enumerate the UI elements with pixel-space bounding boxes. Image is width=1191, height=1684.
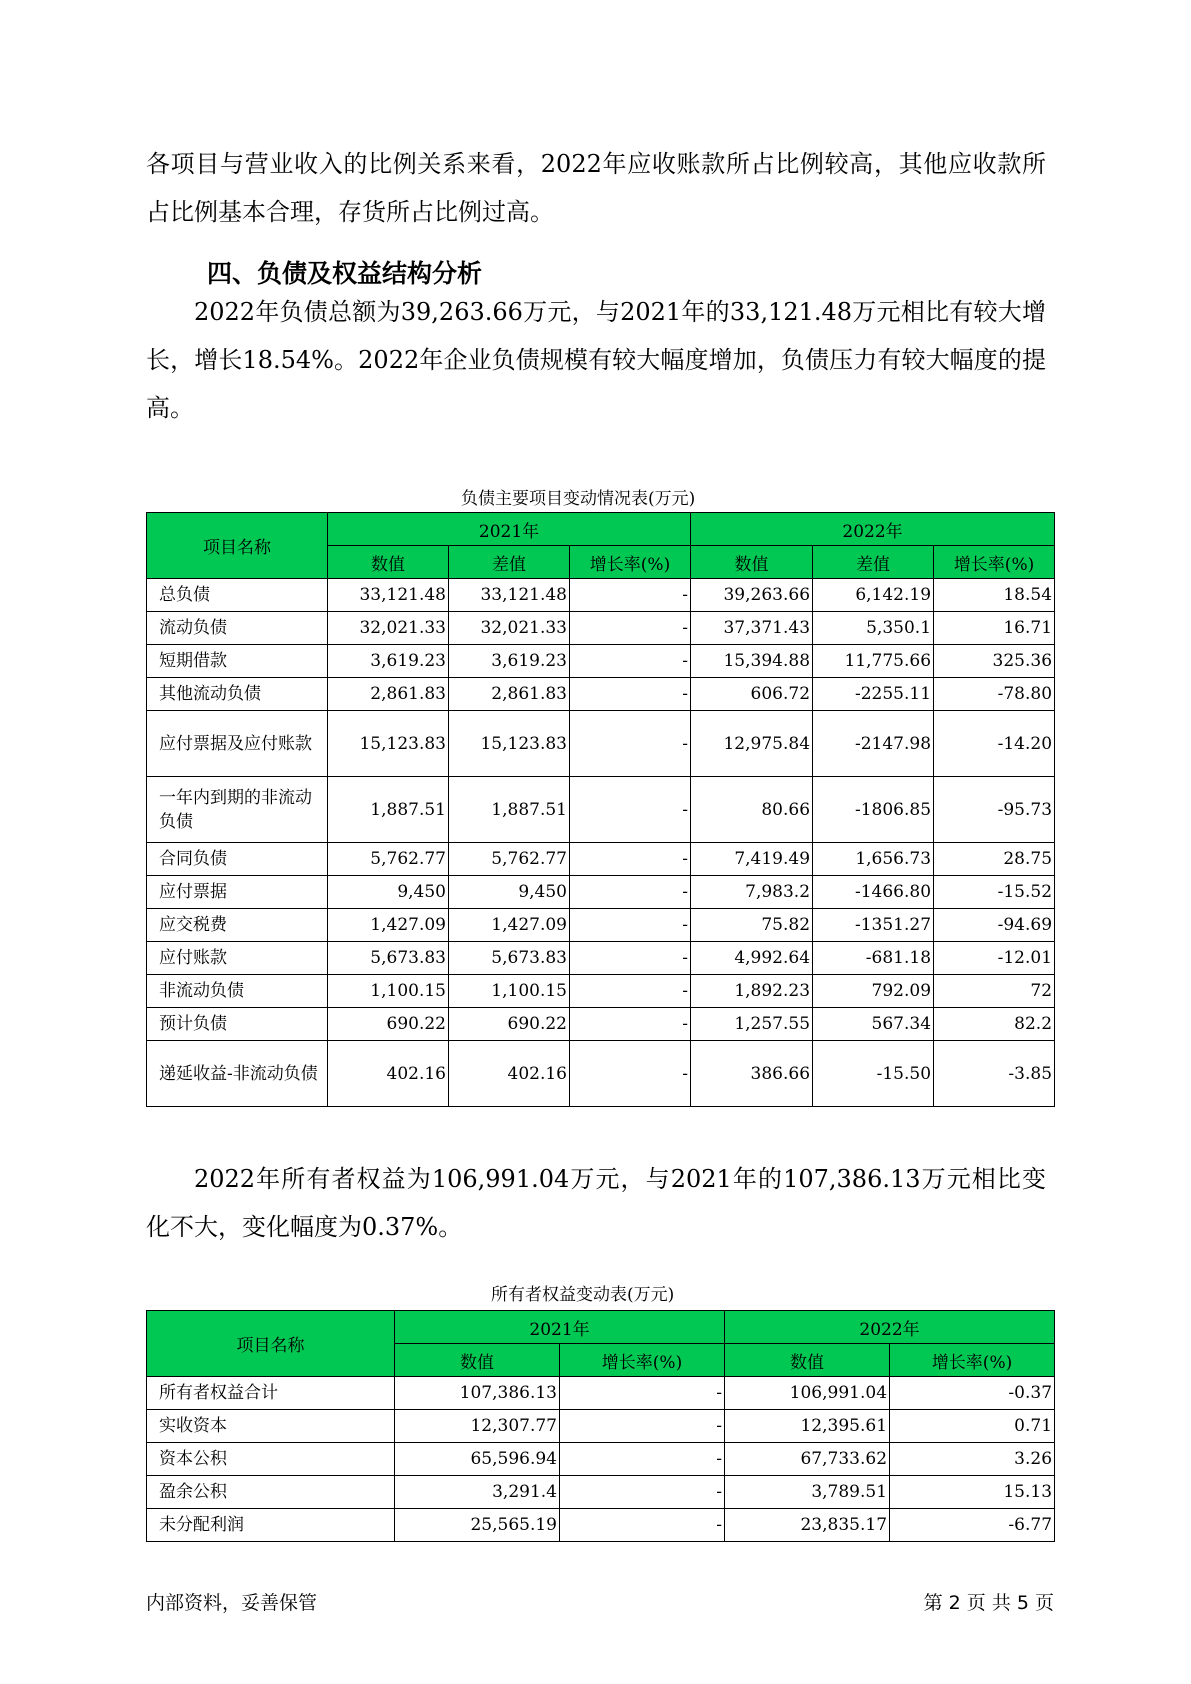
row-label: 应付票据及应付账款 — [147, 711, 328, 777]
table-row — [147, 1443, 1055, 1476]
liability-table-caption: 负债主要项目变动情况表(万元) — [461, 489, 696, 509]
row-label: 一年内到期的非流动负债 — [147, 777, 328, 843]
row-cell: 16.71 — [934, 612, 1055, 645]
row-cell: - — [560, 1410, 725, 1443]
table-row — [147, 612, 1055, 645]
header-diff: 差值 — [813, 546, 934, 579]
row-cell: 23,835.17 — [725, 1509, 890, 1542]
row-cell: 402.16 — [328, 1041, 449, 1107]
header-value: 数值 — [691, 546, 813, 579]
row-cell: 33,121.48 — [328, 579, 449, 612]
row-cell: 1,887.51 — [449, 777, 570, 843]
row-label: 其他流动负债 — [147, 678, 328, 711]
row-cell: - — [570, 645, 691, 678]
row-cell: - — [560, 1377, 725, 1410]
row-cell: 386.66 — [691, 1041, 813, 1107]
row-cell: 75.82 — [691, 909, 813, 942]
row-label: 所有者权益合计 — [147, 1377, 395, 1410]
row-cell: - — [570, 777, 691, 843]
row-cell: 33,121.48 — [449, 579, 570, 612]
row-cell: 12,975.84 — [691, 711, 813, 777]
row-cell: -0.37 — [890, 1377, 1055, 1410]
row-label: 资本公积 — [147, 1443, 395, 1476]
row-label: 预计负债 — [147, 1008, 328, 1041]
row-cell: 690.22 — [449, 1008, 570, 1041]
row-cell: 1,100.15 — [328, 975, 449, 1008]
row-label: 盈余公积 — [147, 1476, 395, 1509]
row-cell: - — [570, 909, 691, 942]
table-row — [147, 1476, 1055, 1509]
row-cell: 690.22 — [328, 1008, 449, 1041]
row-cell: 792.09 — [813, 975, 934, 1008]
footer-confidential: 内部资料，妥善保管 — [146, 1592, 318, 1614]
table-row — [147, 678, 1055, 711]
row-label: 短期借款 — [147, 645, 328, 678]
row-cell: 567.34 — [813, 1008, 934, 1041]
row-cell: 12,307.77 — [395, 1410, 560, 1443]
row-cell: 5,350.1 — [813, 612, 934, 645]
header-item-name: 项目名称 — [147, 513, 328, 579]
row-cell: 3,789.51 — [725, 1476, 890, 1509]
row-cell: 32,021.33 — [328, 612, 449, 645]
row-cell: 3.26 — [890, 1443, 1055, 1476]
row-label: 流动负债 — [147, 612, 328, 645]
row-cell: 5,762.77 — [449, 843, 570, 876]
row-cell: - — [570, 942, 691, 975]
row-cell: 4,992.64 — [691, 942, 813, 975]
row-cell: - — [560, 1476, 725, 1509]
intro-paragraph: 各项目与营业收入的比例关系来看，2022年应收账款所占比例较高，其他应收款所占比例基本合理，存货所占比例过高。 — [146, 150, 1046, 226]
row-cell: 15,123.83 — [328, 711, 449, 777]
row-cell: 72 — [934, 975, 1055, 1008]
row-cell: - — [560, 1509, 725, 1542]
row-cell: 0.71 — [890, 1410, 1055, 1443]
section-heading: 四、负债及权益结构分析 — [207, 259, 483, 288]
equity-table-caption: 所有者权益变动表(万元) — [491, 1285, 675, 1305]
footer-page-number: 第 2 页 共 5 页 — [923, 1592, 1054, 1614]
header-year-2022: 2022年 — [691, 513, 1055, 546]
row-cell: 67,733.62 — [725, 1443, 890, 1476]
table-row — [147, 843, 1055, 876]
row-cell: 2,861.83 — [449, 678, 570, 711]
table-row — [147, 777, 1055, 843]
row-label: 应付账款 — [147, 942, 328, 975]
row-cell: 32,021.33 — [449, 612, 570, 645]
row-cell: 82.2 — [934, 1008, 1055, 1041]
header-diff: 差值 — [449, 546, 570, 579]
row-cell: 65,596.94 — [395, 1443, 560, 1476]
row-cell: -2147.98 — [813, 711, 934, 777]
row-cell: 6,142.19 — [813, 579, 934, 612]
row-label: 实收资本 — [147, 1410, 395, 1443]
row-label: 合同负债 — [147, 843, 328, 876]
row-cell: -78.80 — [934, 678, 1055, 711]
row-cell: 1,892.23 — [691, 975, 813, 1008]
row-cell: 18.54 — [934, 579, 1055, 612]
row-cell: -15.50 — [813, 1041, 934, 1107]
equity-paragraph: 2022年所有者权益为106,991.04万元，与2021年的107,386.13万元相比变化不大，变化幅度为0.37%。 — [146, 1165, 1046, 1241]
row-cell: -95.73 — [934, 777, 1055, 843]
row-cell: -1466.80 — [813, 876, 934, 909]
row-cell: 606.72 — [691, 678, 813, 711]
row-cell: 1,100.15 — [449, 975, 570, 1008]
row-cell: 1,257.55 — [691, 1008, 813, 1041]
row-label: 未分配利润 — [147, 1509, 395, 1542]
row-cell: - — [570, 678, 691, 711]
row-cell: - — [570, 612, 691, 645]
row-cell: - — [570, 711, 691, 777]
header-value: 数值 — [395, 1344, 560, 1377]
row-cell: 5,673.83 — [328, 942, 449, 975]
row-cell: 3,291.4 — [395, 1476, 560, 1509]
row-cell: - — [570, 876, 691, 909]
row-cell: -2255.11 — [813, 678, 934, 711]
row-cell: 107,386.13 — [395, 1377, 560, 1410]
row-cell: -681.18 — [813, 942, 934, 975]
row-cell: 7,983.2 — [691, 876, 813, 909]
row-cell: - — [560, 1443, 725, 1476]
row-label: 应付票据 — [147, 876, 328, 909]
header-value: 数值 — [725, 1344, 890, 1377]
row-cell: -1806.85 — [813, 777, 934, 843]
table-row — [147, 909, 1055, 942]
row-cell: 1,427.09 — [328, 909, 449, 942]
row-cell: 1,427.09 — [449, 909, 570, 942]
table-row — [147, 876, 1055, 909]
row-cell: 11,775.66 — [813, 645, 934, 678]
row-cell: -94.69 — [934, 909, 1055, 942]
row-cell: 80.66 — [691, 777, 813, 843]
row-cell: 3,619.23 — [328, 645, 449, 678]
table-row — [147, 711, 1055, 777]
table-row — [147, 579, 1055, 612]
row-cell: -14.20 — [934, 711, 1055, 777]
liability-table — [146, 512, 1055, 1107]
row-cell: 9,450 — [449, 876, 570, 909]
row-cell: - — [570, 1008, 691, 1041]
row-label: 非流动负债 — [147, 975, 328, 1008]
row-cell: - — [570, 975, 691, 1008]
row-label: 递延收益-非流动负债 — [147, 1041, 328, 1107]
row-cell: 402.16 — [449, 1041, 570, 1107]
header-item-name: 项目名称 — [147, 1311, 395, 1377]
row-cell: - — [570, 1041, 691, 1107]
header-growth: 增长率(%) — [890, 1344, 1055, 1377]
row-cell: -6.77 — [890, 1509, 1055, 1542]
table-row — [147, 645, 1055, 678]
header-growth: 增长率(%) — [560, 1344, 725, 1377]
row-cell: 325.36 — [934, 645, 1055, 678]
table-row — [147, 1509, 1055, 1542]
row-cell: -15.52 — [934, 876, 1055, 909]
row-cell: 5,762.77 — [328, 843, 449, 876]
row-cell: 15,123.83 — [449, 711, 570, 777]
table-row — [147, 975, 1055, 1008]
row-cell: 15,394.88 — [691, 645, 813, 678]
header-growth: 增长率(%) — [570, 546, 691, 579]
header-year-2021: 2021年 — [395, 1311, 725, 1344]
row-cell: 106,991.04 — [725, 1377, 890, 1410]
header-year-2021: 2021年 — [328, 513, 691, 546]
row-cell: -1351.27 — [813, 909, 934, 942]
row-cell: 5,673.83 — [449, 942, 570, 975]
row-cell: 25,565.19 — [395, 1509, 560, 1542]
row-cell: 28.75 — [934, 843, 1055, 876]
liability-paragraph: 2022年负债总额为39,263.66万元，与2021年的33,121.48万元相比有较大增长，增长18.54%。2022年企业负债规模有较大幅度增加，负债压力有较大幅度的提高。 — [146, 298, 1046, 422]
table-row — [147, 1377, 1055, 1410]
row-label: 应交税费 — [147, 909, 328, 942]
table-row — [147, 1410, 1055, 1443]
header-growth: 增长率(%) — [934, 546, 1055, 579]
row-cell: -3.85 — [934, 1041, 1055, 1107]
row-cell: -12.01 — [934, 942, 1055, 975]
row-cell: - — [570, 843, 691, 876]
table-row — [147, 1041, 1055, 1107]
equity-table — [146, 1310, 1055, 1542]
table-row — [147, 1008, 1055, 1041]
row-cell: 1,887.51 — [328, 777, 449, 843]
header-year-2022: 2022年 — [725, 1311, 1055, 1344]
row-cell: - — [570, 579, 691, 612]
row-cell: 39,263.66 — [691, 579, 813, 612]
row-cell: 37,371.43 — [691, 612, 813, 645]
header-value: 数值 — [328, 546, 449, 579]
row-cell: 2,861.83 — [328, 678, 449, 711]
row-cell: 7,419.49 — [691, 843, 813, 876]
row-cell: 12,395.61 — [725, 1410, 890, 1443]
row-label: 总负债 — [147, 579, 328, 612]
table-row — [147, 942, 1055, 975]
row-cell: 9,450 — [328, 876, 449, 909]
row-cell: 1,656.73 — [813, 843, 934, 876]
row-cell: 3,619.23 — [449, 645, 570, 678]
row-cell: 15.13 — [890, 1476, 1055, 1509]
